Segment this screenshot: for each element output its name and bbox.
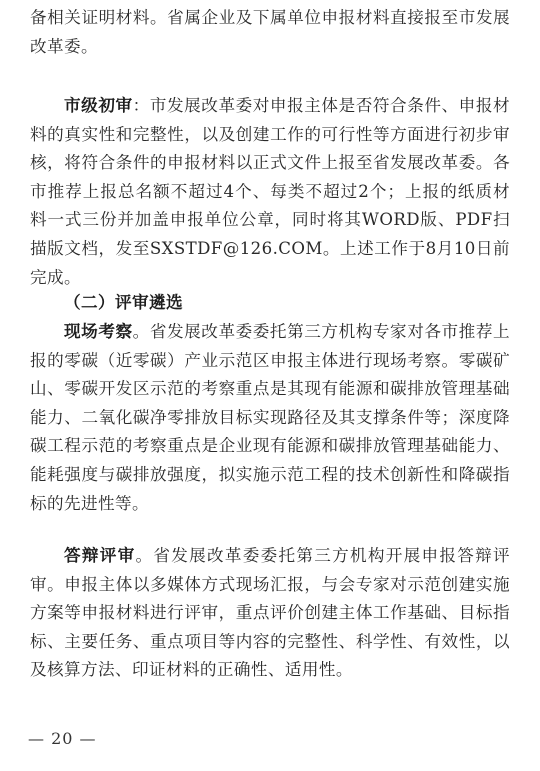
paragraph-site-inspection [30, 317, 510, 518]
paragraph-text: 省发展改革委委托第三方机构专家对各市推荐上报的零碳（近零碳）产业示范区申报主体进行现场考察。零碳矿山、零碳开发区示范的考察重点是其现有能源和碳排放管理基础能力、二氧化碳净零排放目标实现路径及其支撑条件等；深度降碳工程示范的考察重点是企业现有能源和碳排放管理基础能力、能耗强度与碳排放强度，拟实施示范工程的技术创新性和降碳指标的先进性等。 [30, 322, 510, 513]
paragraph-city-review [30, 91, 510, 292]
label-separator: ： [132, 96, 150, 115]
paragraph-label: 市级初审 [64, 95, 133, 115]
label-separator: 。 [135, 546, 154, 565]
page-number: — 20 — [28, 729, 97, 748]
paragraph-label: 答辩评审 [64, 545, 136, 565]
section-heading: （二）评审遴选 [64, 292, 183, 312]
paragraph-text: 备相关证明材料。省属企业及下属单位申报材料直接报至市发展改革委。 [30, 8, 510, 56]
label-separator: 。 [132, 322, 150, 341]
paragraph-defense-review [30, 541, 510, 685]
paragraph-text: 省发展改革委委托第三方机构开展申报答辩评审。申报主体以多媒体方式现场汇报，与会专家对示范创建实施方案等申报材料进行评审，重点评价创建主体工作基础、目标指标、主要任务、重点项目等内容的完整性、科学性、有效性，以及核算方法、印证材料的正确性、适用性。 [30, 546, 510, 680]
paragraph-materials-submission [30, 4, 510, 61]
paragraph-label: 现场考察 [64, 321, 133, 341]
paragraph-text: 市发展改革委对申报主体是否符合条件、申报材料的真实性和完整性，以及创建工作的可行性等方面进行初步审核，将符合条件的申报材料以正式文件上报至省发展改革委。各市推荐上报总名额不超过4个、每类不超过2个；上报的纸质材料一式三份并加盖申报单位公章，同时将其WORD版、PDF扫描版文档，发至SXSTDF@126.COM。上述工作于8月10日前完成。 [30, 96, 510, 287]
